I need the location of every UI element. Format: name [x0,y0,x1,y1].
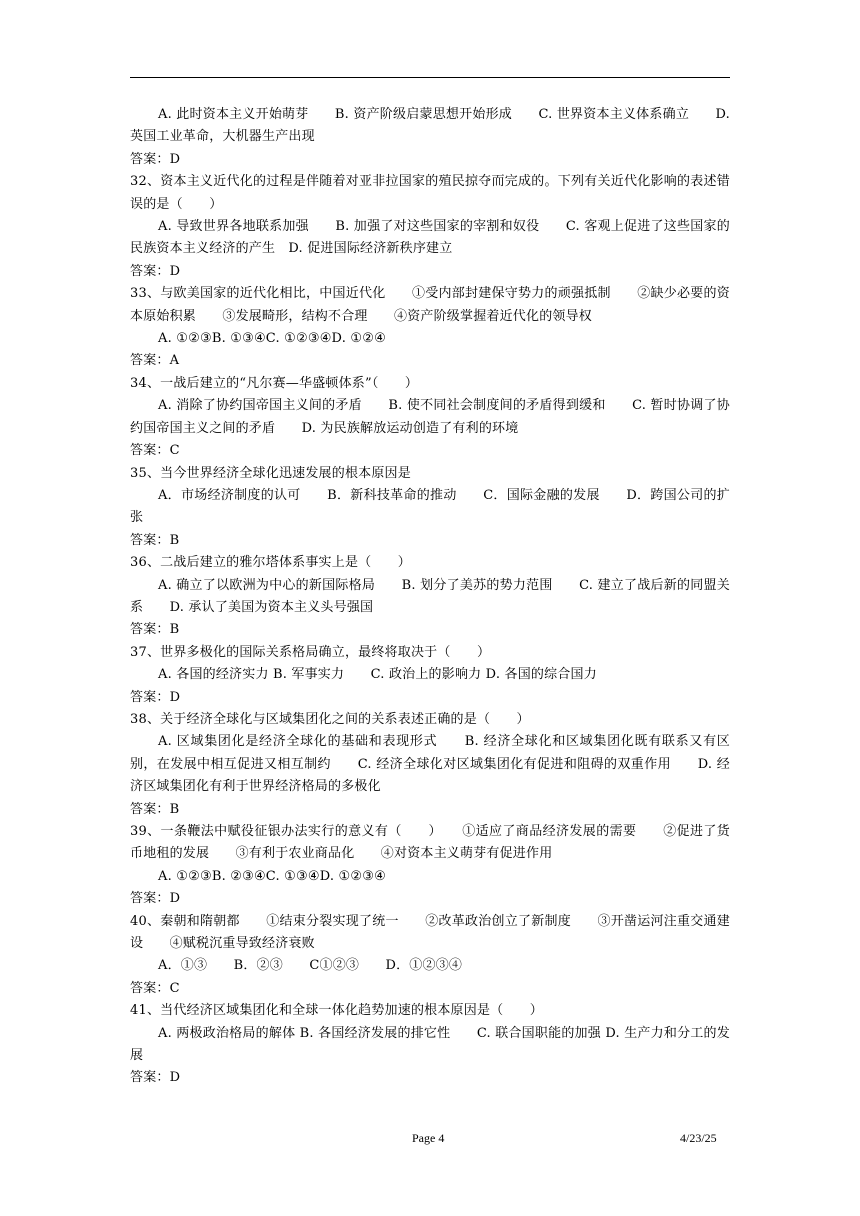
question-text: 39、一条鞭法中赋役征银办法实行的意义有（ ） ①适应了商品经济发展的需要 ②促进了货币地租的发展 ③有利于农业商品化 ④对资本主义萌芽有促进作用 [130,824,730,862]
answer-options: A. ①②③B. ①③④C. ①②③④D. ①②④ [158,331,386,347]
answer-line: 答案：B [130,622,180,638]
answer-line: 答案：C [130,980,180,996]
question-text: 33、与欧美国家的近代化相比，中国近代化 ①受内部封建保守势力的顽强抵制 ②缺少必要的资本原始积累 ③发展畸形，结构不合理 ④资产阶级掌握着近代化的领导权 [130,286,730,324]
answer-line: 答案：C [130,443,180,459]
answer-options: A. 区域集团化是经济全球化的基础和表现形式 B. 经济全球化和区域集团化既有联系又有区别，在发展中相互促进又相互制约 C. 经济全球化对区域集团化有促进和阻碍的双重作用 D. 经济区域集团化有利于世界经济格局的多极化 [130,734,730,795]
answer-options: A．①③ B．②③ C①②③ D．①②③④ [158,958,463,974]
question-text: 41、当代经济区域集团化和全球一体化趋势加速的根本原因是（ ） [130,1003,543,1019]
answer-line: 答案：D [130,689,181,705]
answer-options: A. ①②③B. ②③④C. ①③④D. ①②③④ [158,868,386,884]
question-text: 36、二战后建立的雅尔塔体系事实上是（ ） [130,555,411,571]
question-text: 35、当今世界经济全球化迅速发展的根本原因是 [130,465,411,481]
answer-options: A. 各国的经济实力 B. 军事实力 C. 政治上的影响力 D. 各国的综合国力 [158,667,597,683]
question-text: 34、一战后建立的“凡尔赛—华盛顿体系”（ ） [130,375,419,391]
answer-line: 答案：D [130,1070,181,1086]
answer-line: 答案：B [130,801,180,817]
document-body [130,104,730,1090]
footer-date: 4/23/25 [680,1131,717,1145]
answer-line: 答案：A [130,353,180,369]
question-text: 38、关于经济全球化与区域集团化之间的关系表述正确的是（ ） [130,711,530,727]
answer-options: A. 导致世界各地联系加强 B. 加强了对这些国家的宰割和奴役 C. 客观上促进了这些国家的民族资本主义经济的产生 D. 促进国际经济新秩序建立 [130,219,730,257]
question-text: 40、秦朝和隋朝都 ①结束分裂实现了统一 ②改革政治创立了新制度 ③开凿运河注重交通建设 ④赋税沉重导致经济衰败 [130,913,730,952]
answer-options: A. 两极政治格局的解体 B. 各国经济发展的排它性 C. 联合国职能的加强 D. 生产力和分工的发展 [130,1025,730,1064]
question-text: 37、世界多极化的国际关系格局确立，最终将取决于（ ） [130,644,491,660]
question-text: 32、资本主义近代化的过程是伴随着对亚非拉国家的殖民掠夺而完成的。下列有关近代化影响的表述错误的是（ ） [130,174,730,212]
answer-line: 答案：D [130,151,181,167]
answer-options: A．市场经济制度的认可 B．新科技革命的推动 C．国际金融的发展 D．跨国公司的扩张 [130,487,730,526]
page-number: Page 4 [412,1131,445,1145]
answer-line: 答案：D [130,263,181,279]
answer-options: A. 此时资本主义开始萌芽 B. 资产阶级启蒙思想开始形成 C. 世界资本主义体系确立 D. 英国工业革命，大机器生产出现 [130,107,730,145]
answer-line: 答案：D [130,891,181,907]
answer-line: 答案：B [130,532,180,548]
answer-options: A. 确立了以欧洲为中心的新国际格局 B. 划分了美苏的势力范围 C. 建立了战后新的同盟关系 D. 承认了美国为资本主义头号强国 [130,577,730,615]
answer-options: A. 消除了协约国帝国主义间的矛盾 B. 使不同社会制度间的矛盾得到缓和 C. 暂时协调了协约国帝国主义之间的矛盾 D. 为民族解放运动创造了有利的环境 [130,398,730,436]
header-rule [130,77,730,78]
